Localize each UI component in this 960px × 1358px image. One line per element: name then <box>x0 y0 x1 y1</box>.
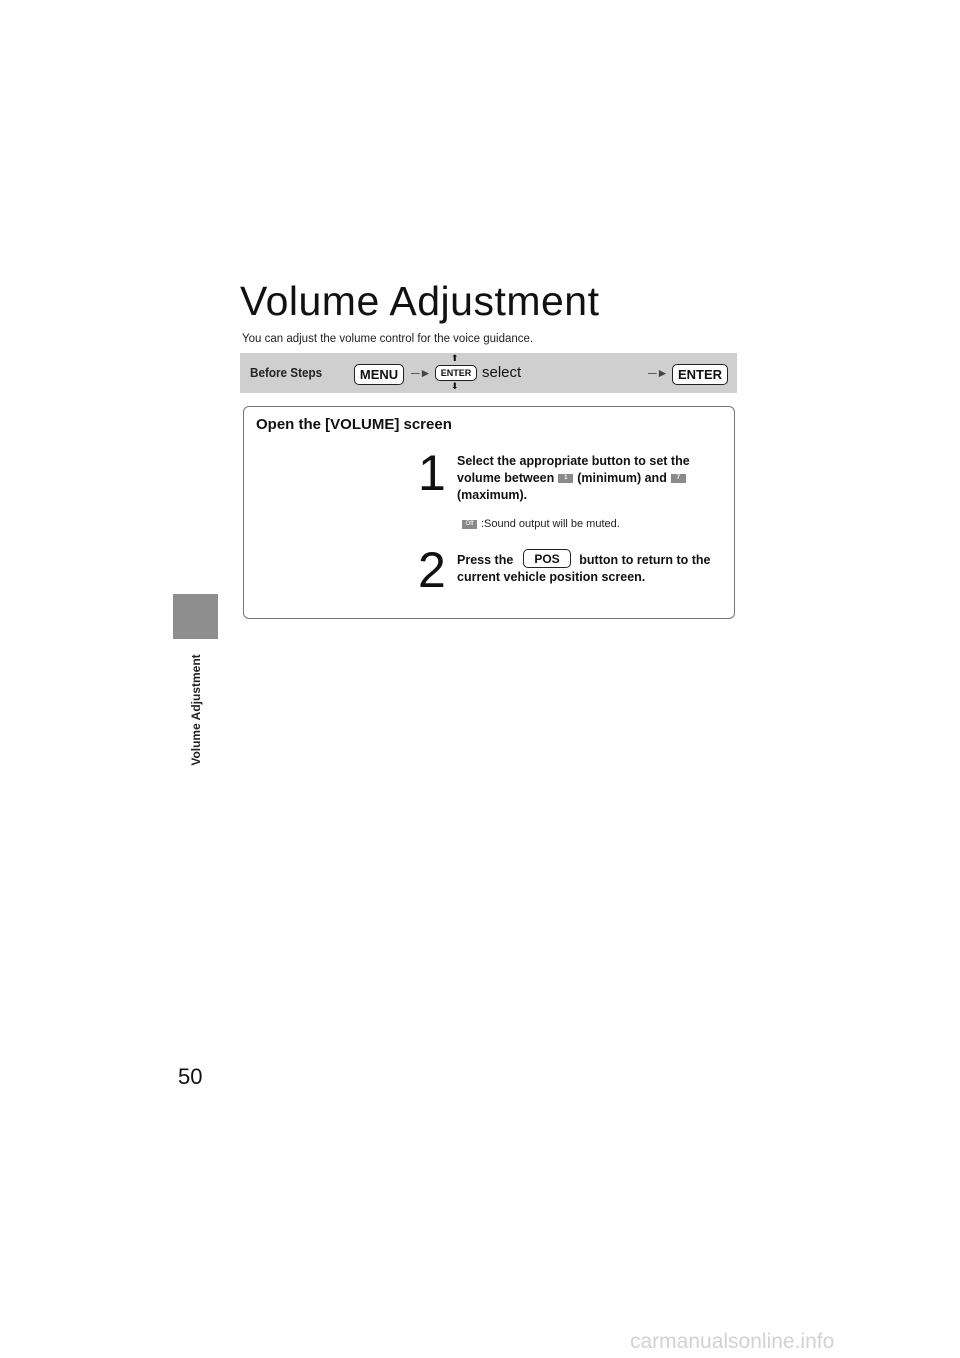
mute-note: Off :Sound output will be muted. <box>462 518 620 530</box>
menu-key: MENU <box>354 364 404 385</box>
step-number: 1 <box>418 445 446 501</box>
step-1-line-2: volume between 1 (minimum) and 7 <box>457 470 727 487</box>
enter-key-small: ENTER <box>435 365 477 381</box>
arrow-down-icon: ⬇ <box>451 381 459 391</box>
off-key: Off <box>462 520 477 529</box>
step-1-line-3: (maximum). <box>457 488 528 502</box>
min-volume-key: 1 <box>558 474 573 483</box>
step-2-line-2: current vehicle position screen. <box>457 570 646 584</box>
procedure-box <box>243 406 735 619</box>
before-steps-label: Before Steps <box>250 365 323 380</box>
step-number: 2 <box>418 542 446 598</box>
side-label <box>166 645 226 775</box>
enter-key: ENTER <box>672 364 728 385</box>
step-2-line-1: Press the button to return to the <box>457 553 711 567</box>
watermark: carmanualsonline.info <box>630 1330 835 1353</box>
intro-text: You can adjust the volume control for the voice guidance. <box>242 333 534 345</box>
procedure-heading: Open the [VOLUME] screen <box>256 416 452 433</box>
page-title: Volume Adjustment <box>240 278 600 324</box>
pos-button: POS <box>523 549 571 568</box>
step-1-text <box>457 453 727 504</box>
arrow-up-icon: ⬆ <box>451 353 459 363</box>
section-tab <box>173 594 218 639</box>
page-number: 50 <box>178 1064 203 1089</box>
side-label-text: Volume Adjustment <box>189 654 203 766</box>
arrow-right-icon: ─► <box>648 366 669 380</box>
select-text: select <box>482 364 522 381</box>
arrow-right-icon: ─► <box>411 366 432 380</box>
max-volume-key: 7 <box>671 474 686 483</box>
step-1-line-1: Select the appropriate button to set the <box>457 454 690 468</box>
